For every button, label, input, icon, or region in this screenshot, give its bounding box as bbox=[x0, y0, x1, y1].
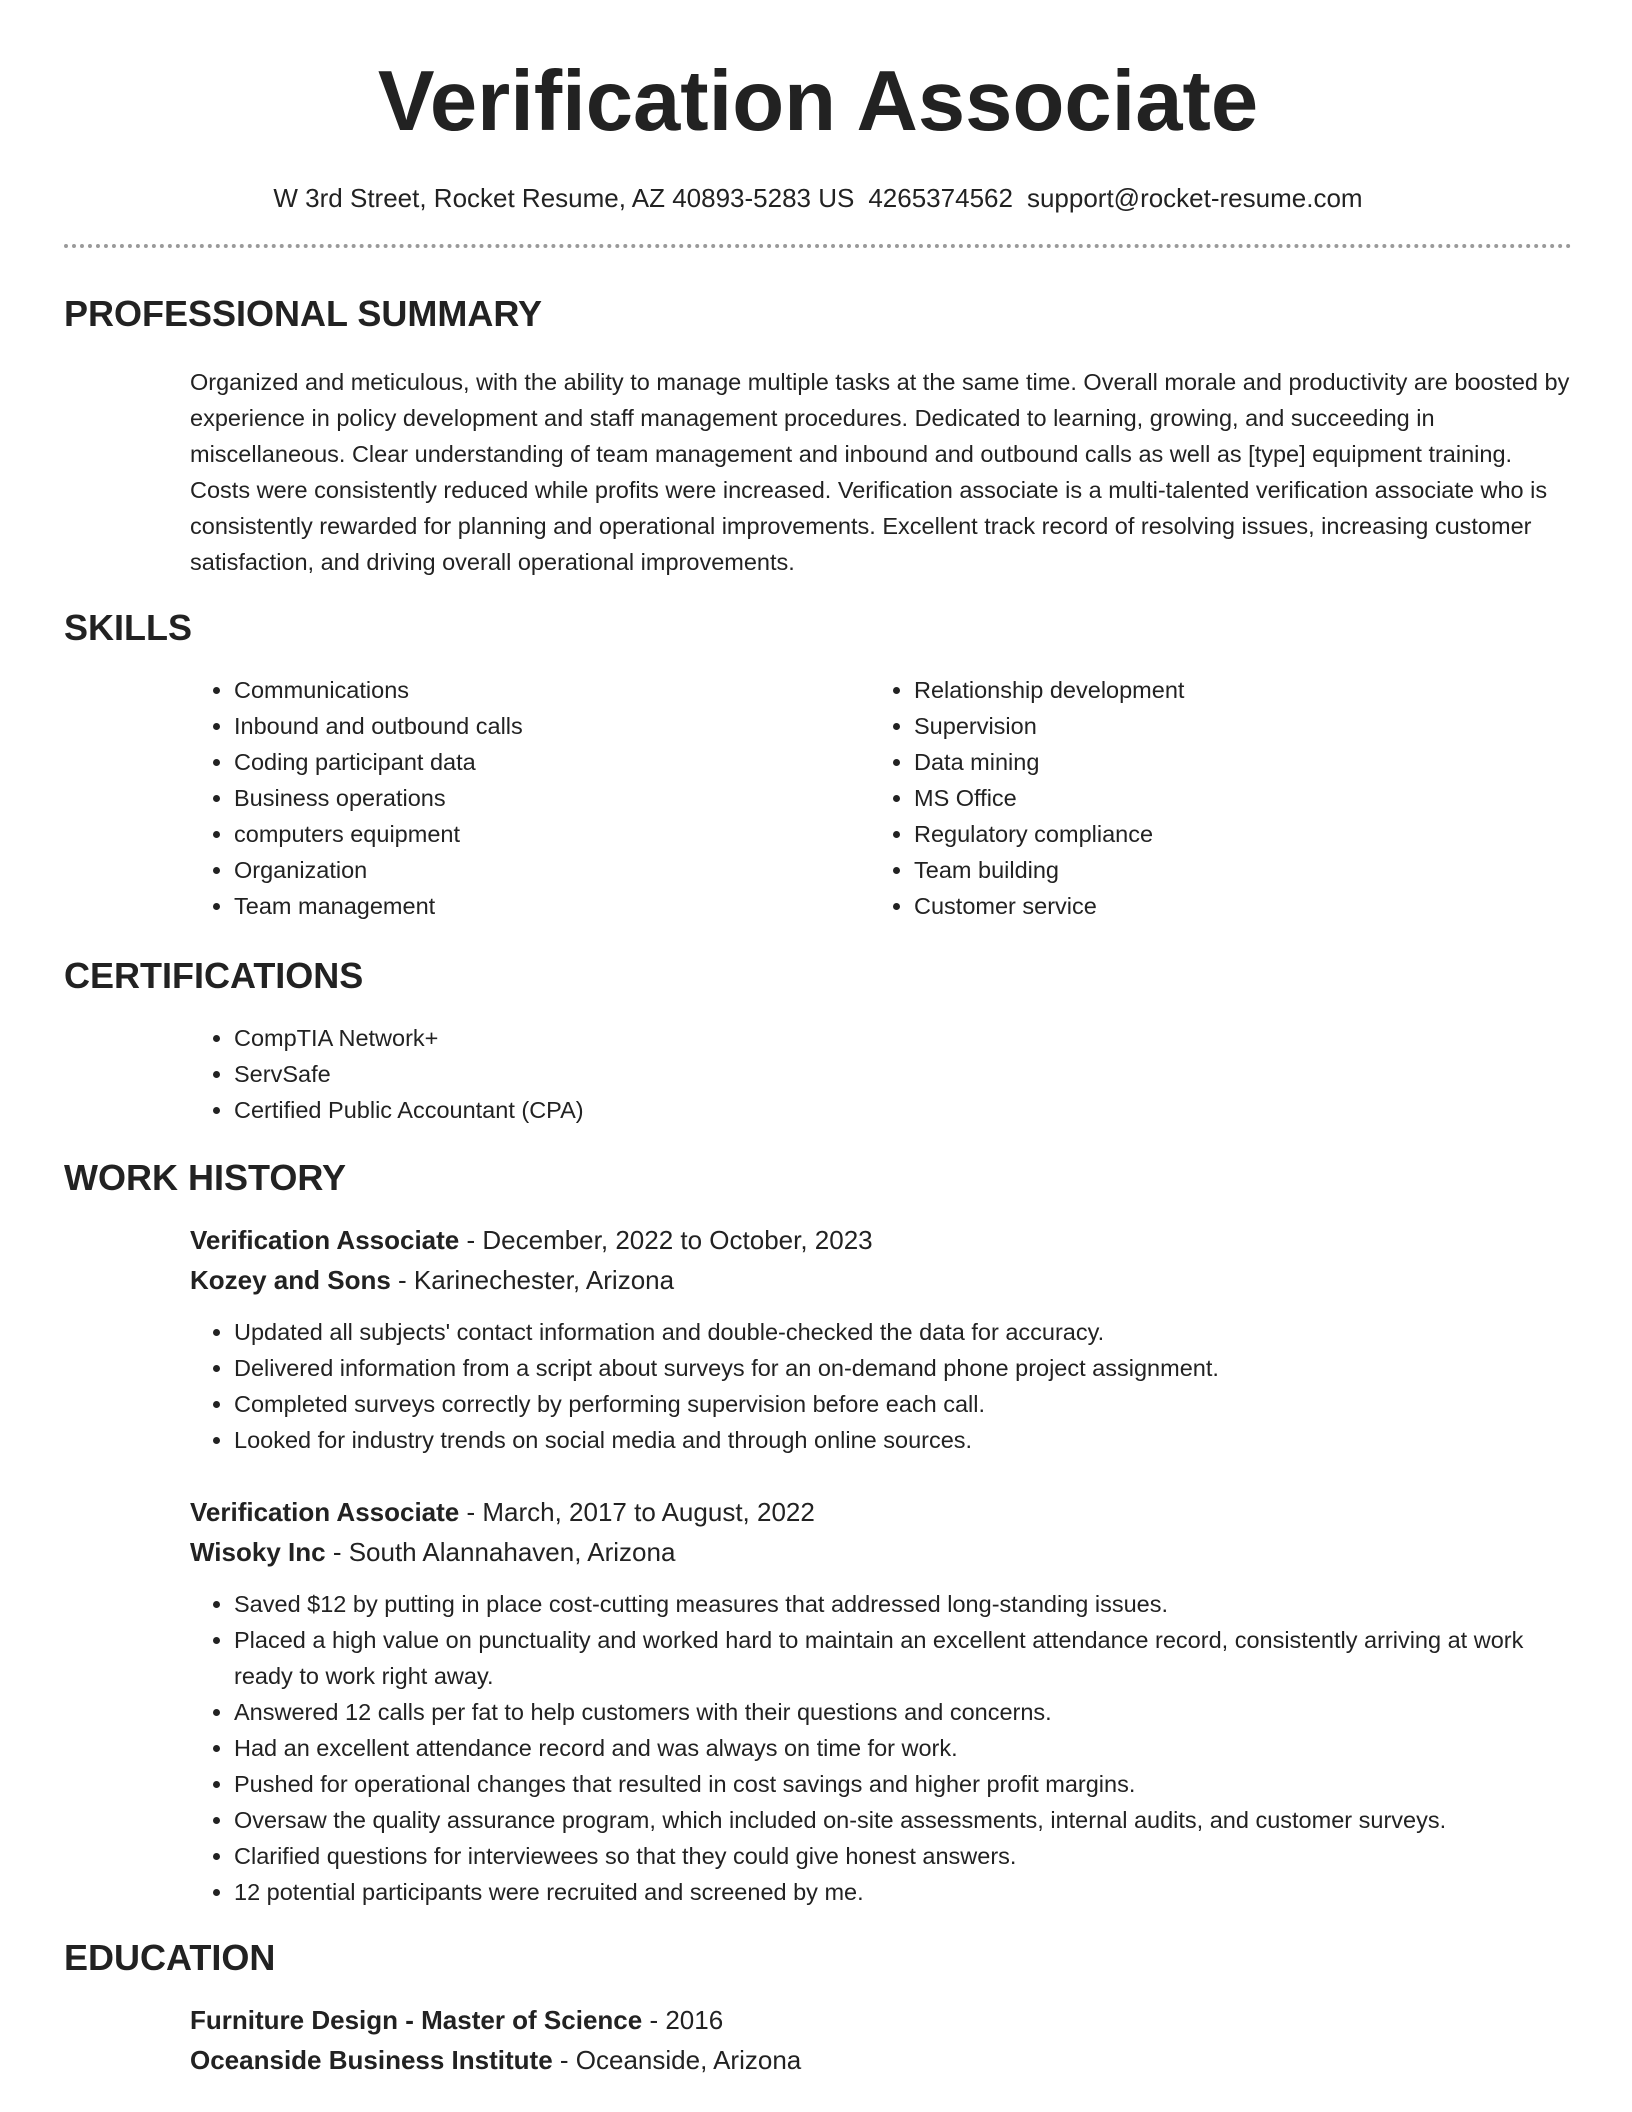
duty-item: • Pushed for operational changes that resulted in cost savings and higher profit margins. bbox=[234, 1766, 1572, 1802]
duty-item: • Answered 12 calls per fat to help customers with their questions and concerns. bbox=[234, 1694, 1572, 1730]
contact-address: W 3rd Street, Rocket Resume, AZ 40893-5283 US bbox=[273, 183, 855, 213]
job-2-header bbox=[190, 1492, 1572, 1572]
contact-line bbox=[64, 180, 1572, 216]
contact-phone: 4265374562 bbox=[868, 183, 1013, 213]
duty-item: • Oversaw the quality assurance program, which included on-site assessments, internal audits, and customer surveys. bbox=[234, 1802, 1572, 1838]
job-2-role: Verification Associate bbox=[190, 1497, 460, 1527]
skill-item: • Team management bbox=[234, 888, 870, 924]
job-1-duties bbox=[190, 1314, 1572, 1458]
job-1-role: Verification Associate bbox=[190, 1225, 460, 1255]
skill-item: • computers equipment bbox=[234, 816, 870, 852]
duty-item: • Updated all subjects' contact information and double-checked the data for accuracy. bbox=[234, 1314, 1572, 1350]
certification-item: • CompTIA Network+ bbox=[234, 1020, 1572, 1056]
certifications-heading: CERTIFICATIONS bbox=[64, 955, 364, 996]
skills-list-left bbox=[190, 672, 870, 924]
skill-item: • Communications bbox=[234, 672, 870, 708]
skills-column-left bbox=[190, 672, 870, 924]
skill-item: • Team building bbox=[914, 852, 1550, 888]
duty-item: • Placed a high value on punctuality and worked hard to maintain an excellent attendance record, consistently arriving at work ready to work right away. bbox=[234, 1622, 1572, 1694]
duty-item: • Had an excellent attendance record and was always on time for work. bbox=[234, 1730, 1572, 1766]
skill-item: • Supervision bbox=[914, 708, 1550, 744]
education-degree: Furniture Design - Master of Science bbox=[190, 2005, 643, 2035]
certification-item: • ServSafe bbox=[234, 1056, 1572, 1092]
skills-list-right bbox=[870, 672, 1550, 924]
education-year: - 2016 bbox=[642, 2005, 724, 2035]
skill-item: • Data mining bbox=[914, 744, 1550, 780]
skill-item: • Inbound and outbound calls bbox=[234, 708, 870, 744]
summary-text: Organized and meticulous, with the ability to manage multiple tasks at the same time. Overall morale and productivity are boosted by experience in policy development and staff management procedures. Dedicated to learning, growing, and succeeding in miscellaneous. Clear understanding of team management and inbound and outbound calls as well as [type] equipment training. Costs were consistently reduced while profits were increased. Verification associate is a multi-talented verification associate who is consistently rewarded for planning and operational improvements. Excellent track record of resolving issues, increasing customer satisfaction, and driving overall operational improvements. bbox=[190, 369, 1570, 575]
skills-heading: SKILLS bbox=[64, 607, 193, 648]
resume-page bbox=[64, 0, 1572, 2080]
header-divider bbox=[64, 244, 1572, 248]
duty-item: • Saved $12 by putting in place cost-cutting measures that addressed long-standing issues. bbox=[234, 1586, 1572, 1622]
duty-item: • Looked for industry trends on social media and through online sources. bbox=[234, 1422, 1572, 1458]
job-2-duty-list bbox=[190, 1586, 1572, 1910]
duty-item: • Clarified questions for interviewees so that they could give honest answers. bbox=[234, 1838, 1572, 1874]
summary-heading: PROFESSIONAL SUMMARY bbox=[64, 293, 543, 334]
education-degree-line bbox=[190, 2000, 1572, 2040]
job-2-duties bbox=[190, 1586, 1572, 1910]
skills-column-right bbox=[870, 672, 1550, 924]
skill-item: • Organization bbox=[234, 852, 870, 888]
job-2-dates: - March, 2017 to August, 2022 bbox=[459, 1497, 815, 1527]
duty-item: • 12 potential participants were recruited and screened by me. bbox=[234, 1874, 1572, 1910]
skill-item: • MS Office bbox=[914, 780, 1550, 816]
skills-columns bbox=[190, 672, 1572, 924]
education-school: Oceanside Business Institute bbox=[190, 2045, 553, 2075]
certification-item: • Certified Public Accountant (CPA) bbox=[234, 1092, 1572, 1128]
job-1-title-line bbox=[190, 1220, 1572, 1260]
job-1-company-line bbox=[190, 1260, 1572, 1300]
certifications-block bbox=[190, 1020, 1572, 1128]
skill-item: • Customer service bbox=[914, 888, 1550, 924]
education-location: - Oceanside, Arizona bbox=[552, 2045, 802, 2075]
job-1-header bbox=[190, 1220, 1572, 1300]
skill-item: • Coding participant data bbox=[234, 744, 870, 780]
work-history-heading: WORK HISTORY bbox=[64, 1157, 347, 1198]
job-1-dates: - December, 2022 to October, 2023 bbox=[459, 1225, 873, 1255]
education-entry bbox=[190, 2000, 1572, 2080]
job-2-company-line bbox=[190, 1532, 1572, 1572]
skill-item: • Business operations bbox=[234, 780, 870, 816]
duty-item: • Delivered information from a script about surveys for an on-demand phone project assignment. bbox=[234, 1350, 1572, 1386]
contact-email: support@rocket-resume.com bbox=[1026, 183, 1363, 213]
job-2-location: - South Alannahaven, Arizona bbox=[325, 1537, 676, 1567]
job-1-company: Kozey and Sons bbox=[190, 1265, 391, 1295]
education-school-line bbox=[190, 2040, 1572, 2080]
skill-item: • Regulatory compliance bbox=[914, 816, 1550, 852]
job-2-title-line bbox=[190, 1492, 1572, 1532]
education-heading: EDUCATION bbox=[64, 1937, 276, 1978]
skill-item: • Relationship development bbox=[914, 672, 1550, 708]
job-1-location: - Karinechester, Arizona bbox=[390, 1265, 675, 1295]
duty-item: • Completed surveys correctly by performing supervision before each call. bbox=[234, 1386, 1572, 1422]
certifications-list bbox=[190, 1020, 1572, 1128]
resume-title: Verification Associate bbox=[377, 54, 1259, 149]
job-2-company: Wisoky Inc bbox=[190, 1537, 326, 1567]
job-1-duty-list bbox=[190, 1314, 1572, 1458]
